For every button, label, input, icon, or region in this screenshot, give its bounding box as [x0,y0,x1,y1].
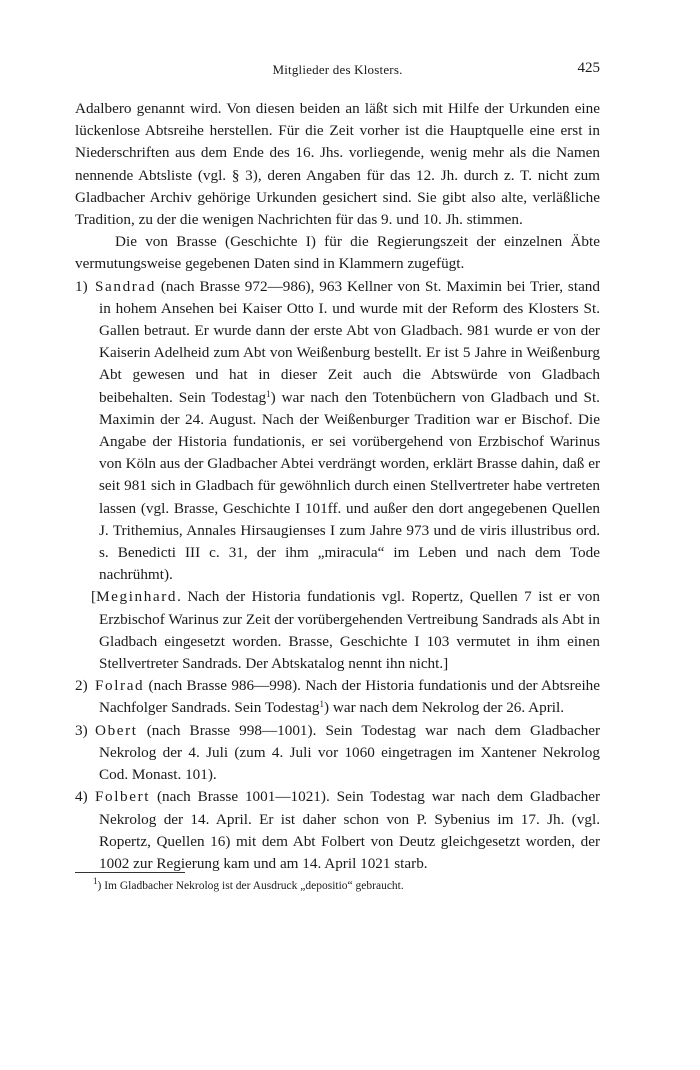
abbot-entry-folbert [75,786,600,875]
entry-text: ) war nach dem Nekrolog der 26. April. [324,699,564,717]
footnote-text: ) Im Gladbacher Nekrolog ist der Ausdruck „depositio“ gebraucht. [97,880,404,892]
bracket-open: [ [91,588,97,606]
entry-text: ) war nach den Totenbüchern von Gladbach und St. Maximin der 24. August. Nach der Weißenburger Tradition war er Bischof. Die Angabe der Historia fundationis, er sei vorübergehend von Erzbischof Warinus von Köln aus der Gladbacher Abtei verdrängt worden, erklärt Brasse dahin, daß er seit 981 sich in Gladbach für gewöhnlich durch einen Stellvertreter habe vertreten lassen (vgl. Brasse, Geschichte I 101ff. und außer den dort angegebenen Quellen J. Trithemius, Annales Hirsaugienses I zum Jahre 973 und de viris illustribus ord. s. Benedicti III c. 31, der ihm „miracula“ im Leben und nach dem Tode nachrühmt). [99,388,600,584]
footnote-mark: 1 [93,876,98,886]
footnote [93,878,593,894]
intro-paragraph-2: Die von Brasse (Geschichte I) für die Regierungszeit der einzelnen Äbte vermutungsweise gegebenen Daten sind in Klammern zugefügt. [75,233,600,273]
entry-number: 3) [75,721,88,739]
running-head: Mitglieder des Klosters. [272,62,403,77]
entry-number: 4) [75,788,88,806]
abbot-name: Meginhard [96,588,178,606]
footnote-divider [75,872,185,873]
entry-number: 2) [75,677,88,695]
footnote-ref[interactable]: 1 [266,388,271,399]
page-header [75,60,600,82]
intro-paragraph-1: Adalbero genannt wird. Von diesen beiden an läßt sich mit Hilfe der Urkunden eine lückenlose Abtsreihe herstellen. Für die Zeit vorher ist die Hauptquelle eine erst in Niederschriften aus dem Ende des 16. Jhs. vorliegende, wenig mehr als die Namen nennende Abtsliste (vgl. § 3), deren Angaben für das 12. Jh. durch z. T. nicht zum Gladbacher Archiv gehörige Urkunden gesichert sind. Sie gibt also alte, verläßliche Tradition, zu der die wenigen Nachrichten für das 9. und 10. Jh. stimmen. [75,100,600,229]
abbot-name: Folbert [95,788,151,806]
abbot-name: Sandrad [95,277,156,295]
entry-text: (nach Brasse 1001—1021). Sein Todestag war nach dem Gladbacher Nekrolog der 14. April. Er ist daher schon von P. Sybenius im 17. Jh. (vgl. Ropertz, Quellen 16) mit dem Abt Folbert von Deutz gleichgesetzt worden, der 1002 zur Regierung kam und am 14. April 1021 starb. [99,788,600,872]
abbot-entry-sandrad [75,276,600,587]
abbot-name: Obert [95,721,138,739]
body-text [75,98,600,875]
abbot-name: Folrad [95,677,145,695]
abbot-entry-folrad [75,675,600,719]
page-number: 425 [577,60,600,76]
entry-text: (nach Brasse 972—986), 963 Kellner von St. Maximin bei Trier, stand in hohem Ansehen bei Kaiser Otto I. und wurde mit der Reform des Klosters St. Gallen betraut. Er wurde dann der erste Abt von Gladbach. 981 wurde er von der Kaiserin Adelheid zum Abt von Weißenburg bestellt. Er ist 5 Jahre in Weißenburg Abt gewesen und hat in dieser Zeit auch die Abtswürde von Gladbach beibehalten. Sein Todestag [99,277,600,406]
abbot-entry-obert [75,720,600,787]
entry-text: (nach Brasse 998—1001). Sein Todestag war nach dem Gladbacher Nekrolog der 4. Juli (zum 4. Juli vor 1060 eingetragen im Xantener Nekrolog Cod. Monast. 101). [99,721,600,784]
footnote-ref[interactable]: 1 [319,699,325,710]
abbot-entry-meginhard [75,586,600,675]
entry-text: (nach Brasse 986—998). Nach der Historia fundationis und der Abtsreihe Nachfolger Sandrads. Sein Todestag [99,677,600,717]
entry-text: . Nach der Historia fundationis vgl. Ropertz, Quellen 7 ist er von Erzbischof Warinus zur Zeit der vorübergehenden Vertreibung Sandrads als Abt in Gladbach eingesetzt worden. Brasse, Geschichte I 103 vermutet in ihm einen Stellvertreter Sandrads. Der Abtskatalog nennt ihn nicht.] [99,588,600,673]
entry-number: 1) [75,277,88,295]
